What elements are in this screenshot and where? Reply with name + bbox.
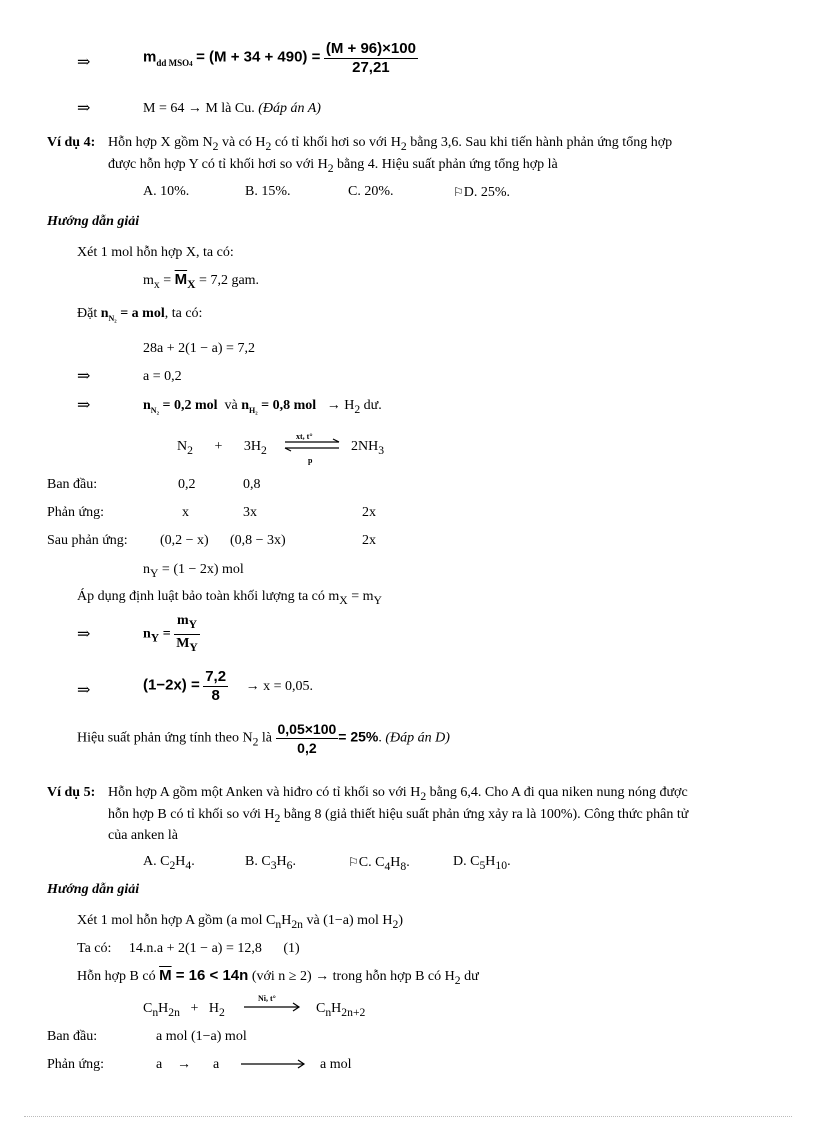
option5-c: ⚐C. $C_4H_8$. xyxy=(348,855,410,873)
row-after-h2: (0,8 − 3x) xyxy=(230,533,286,548)
implies-3: ⇒ xyxy=(77,368,91,385)
mass-equation: $m_{dd MSO4} = (M + 34 + 490)$ = $\frac{(M + 96)\times 100}{27,21}$ xyxy=(143,40,416,76)
option5-b: B. $C_3H_6$. xyxy=(245,854,296,872)
row-after-nh3: 2x xyxy=(362,533,376,548)
step-conservation: Áp dụng định luật bảo toàn khối lượng ta có $m_X = m_Y$ xyxy=(77,589,382,607)
row-react-label: Phản ứng: xyxy=(47,505,104,520)
option-d: ⚐D. 25%. xyxy=(453,185,511,200)
row-after-n2: (0,2 − x) xyxy=(160,533,209,548)
implies-6: ⇒ xyxy=(77,682,91,699)
step-set: Đặt $n_{N_2} = a$ mol, ta có: xyxy=(77,306,203,323)
row5-react-a1: a xyxy=(156,1057,163,1072)
example-5-question-line3: của anken là xyxy=(108,828,178,843)
example-5-label: Ví dụ 5: xyxy=(47,785,96,800)
step-moles: $n_{N_2} = 0,2$ mol và $n_{H_2} = 0,8$ mol → $H_2$ dư. xyxy=(143,398,382,416)
row-initial-label: Ban đầu: xyxy=(47,477,98,492)
implies-5: ⇒ xyxy=(77,626,91,643)
reaction-1-cond-top: xt, t° xyxy=(296,432,313,441)
row5-initial-values: a mol (1−a) mol xyxy=(156,1029,247,1044)
row5-react-label: Phản ứng: xyxy=(47,1057,104,1072)
option-a: A. 10%. xyxy=(143,184,190,199)
example-4-label: Ví dụ 4: xyxy=(47,135,96,150)
row-react-nh3: 2x xyxy=(362,505,376,520)
reaction-2-cond: Ni, t° xyxy=(258,994,276,1003)
mass-fraction: $\frac{(M + 96)\times 100}{27,21}$ xyxy=(325,40,416,76)
row-react-n2: x xyxy=(182,505,189,520)
option-b: B. 15%. xyxy=(245,184,291,199)
reaction-arrow xyxy=(243,1001,301,1013)
row-initial-n2: 0,2 xyxy=(178,477,196,492)
reaction-2: $C_nH_{2n} + H_2$ xyxy=(143,1001,225,1019)
page-footer-rule xyxy=(24,1116,792,1117)
row5-react-product: a mol xyxy=(320,1057,352,1072)
option5-a: A. $C_2H_4$. xyxy=(143,854,195,872)
solve-fraction: $\frac{7,2}{8}$ xyxy=(205,668,227,704)
option5-d: D. $C_5H_{10}$. xyxy=(453,854,511,872)
reaction-2-product: $C_nH_{2n+2}$ xyxy=(316,1001,366,1019)
example-4-question-line1: Hỗn hợp X gồm $N_2$ và có $H_2$ có tỉ khối hơi so với $H_2$ bằng 3,6. Sau khi tiến hành phản ứng tổng hợp xyxy=(108,135,673,153)
step-ny: $n_Y = (1 - 2x)$ mol xyxy=(143,562,244,580)
step-equation: 28a + 2(1 − a) = 7,2 xyxy=(143,341,255,356)
step5-consider: Xét 1 mol hỗn hợp A gồm (a mol $C_nH_{2n}$ và (1−a) mol $H_2$) xyxy=(77,913,404,931)
row5-initial-label: Ban đầu: xyxy=(47,1029,98,1044)
row5-react-arrow2 xyxy=(240,1058,306,1070)
reaction-1-product: $2NH_3$ xyxy=(351,439,385,457)
yield-fraction: $\frac{0,05\times 100}{0,2}$ xyxy=(277,721,337,756)
equilibrium-arrow xyxy=(283,438,341,452)
step-consider: Xét 1 mol hỗn hợp X, ta có: xyxy=(77,245,234,260)
step-a-value: a = 0,2 xyxy=(143,369,182,384)
row-react-h2: 3x xyxy=(243,505,257,520)
row5-react-arrow1: → xyxy=(177,1057,191,1072)
step-ny-frac: $n_Y$ = $\frac{m_Y}{M_Y}$ xyxy=(143,612,200,657)
step5-mixture-b: Hỗn hợp B có $\overline{M} = 16 < 14n$ (với n ≥ 2) → trong hỗn hợp B có $H_2$ dư xyxy=(77,967,479,987)
implies-4: ⇒ xyxy=(77,397,91,414)
guide-heading-5: Hướng dẫn giải xyxy=(47,882,140,897)
example-4-question-line2: được hỗn hợp Y có tỉ khối hơi so với $H_2$ bằng 4. Hiệu suất phản ứng tổng hợp là xyxy=(108,157,558,175)
reaction-1-cond-bot: p xyxy=(308,456,313,465)
guide-heading-4: Hướng dẫn giải xyxy=(47,214,140,229)
step5-equation: Ta có: 14.n.a + 2(1 − a) = 12,8 (1) xyxy=(77,941,300,956)
row-after-label: Sau phản ứng: xyxy=(47,533,128,548)
row5-react-a2: a xyxy=(213,1057,220,1072)
implies-2: ⇒ xyxy=(77,100,91,117)
implies-1: ⇒ xyxy=(77,54,91,71)
row-initial-h2: 0,8 xyxy=(243,477,261,492)
reaction-1: $N_2 + 3H_2$ xyxy=(177,439,267,457)
answer-line-a: M = 64 → M là Cu. (Đáp án A) xyxy=(143,101,321,116)
example-5-question-line1: Hỗn hợp A gồm một Anken và hiđro có tỉ khối so với $H_2$ bằng 6,4. Cho A đi qua niken nung nóng được xyxy=(108,785,688,803)
option-c: C. 20%. xyxy=(348,184,394,199)
step-solve-x: (1−2x) = $\frac{7,2}{8}$ → x = 0,05. xyxy=(143,668,313,704)
step-mass-x: $m_x = \overline{M}_X = 7,2$ gam. xyxy=(143,271,260,291)
example-5-question-line2: hỗn hợp B có tỉ khối so với $H_2$ bằng 8 (giả thiết hiệu suất phản ứng xảy ra là 100%). Công thức phân tử xyxy=(108,807,689,825)
ny-fraction: $\frac{m_Y}{M_Y}$ xyxy=(176,613,198,654)
flag-icon: ⚐ xyxy=(348,855,359,869)
step-yield: Hiệu suất phản ứng tính theo $N_2$ là $\frac{0,05\times 100}{0,2}$ = 25%. (Đáp án D) xyxy=(77,721,450,756)
flag-icon: ⚐ xyxy=(453,185,464,199)
